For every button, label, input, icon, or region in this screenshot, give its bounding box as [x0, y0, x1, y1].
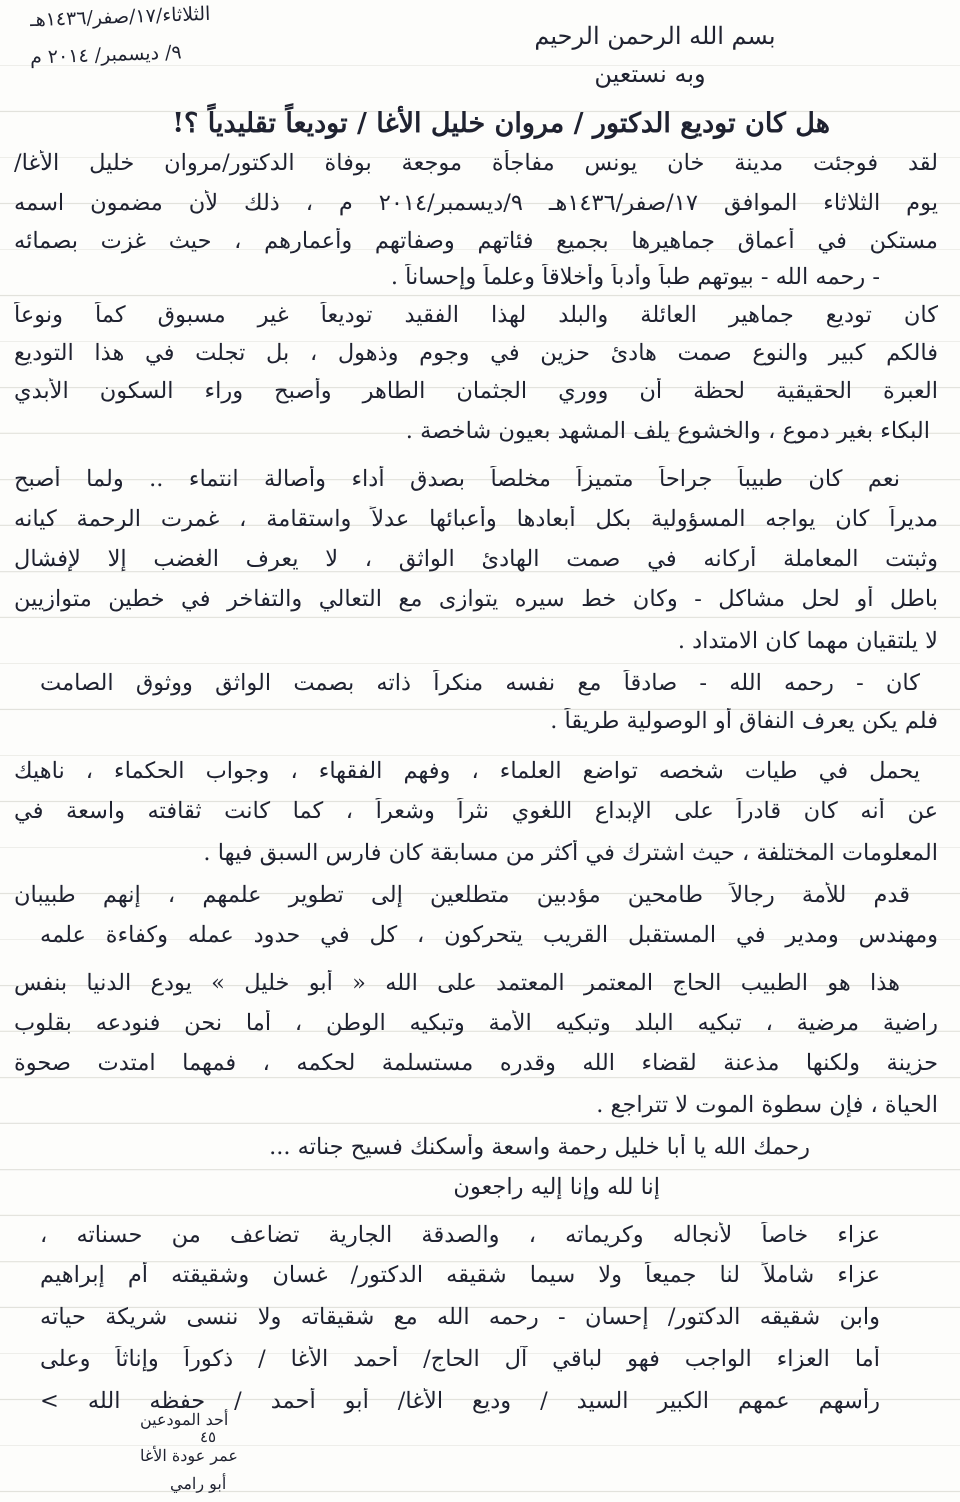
body-line-13: لا يلتقيان مهما كان الامتداد .: [677, 628, 938, 654]
signature-name: عمر عودة الأغا: [140, 1446, 238, 1465]
body-line-14: كان - رحمه الله - صادقاً مع نفسه منكراً ذاته بصمت الواثق ووثوق الصامت: [40, 670, 920, 696]
body-line-23: حزينة ولكنها مذعنة لقضاء الله وقدره مستسلمة لحكمه ، فمهما امتدت صحوة: [14, 1050, 938, 1076]
isti3ana: وبه نستعين: [594, 60, 706, 88]
body-line-5: كان توديع جماهير العائلة والبلد لهذا الفقيد توديعاً غير مسبوق كماً ونوعاً: [14, 302, 938, 328]
condolence-line-1: عزاء خاصاً لأنجاله وكريماته ، والصدقة الجارية تضاعف من حسناته ،: [40, 1222, 880, 1248]
body-line-24: الحياة ، فإن سطوة الموت لا تتراجع .: [596, 1092, 938, 1118]
body-line-12: باطل أو لحل مشاكل - وكان خط سيره يتوازى مع التعالي والتفاخر في خطين متوازيين: [14, 586, 938, 612]
body-line-3: مستكن في أعماق جماهيرها بجميع فئاتهم وصفاتهم وأعمارهم ، حيث غزت بصمائه: [14, 228, 938, 254]
gregorian-date: ٩/ ديسمبر/ ٢٠١٤ م: [29, 41, 182, 69]
condolence-line-2: عزاء شاملاً لنا جميعاً ولا سيما شقيقه الدكتور/ غسان وشقيقته أم إبراهيم: [40, 1262, 880, 1288]
body-line-22: راضية مرضية ، تبكيه البلد وتبكيه الأمة وتبكيه الوطن ، أما نحن فنودعه بقلوب: [14, 1010, 938, 1036]
condolence-line-5: رأسهم عمهم الكبير السيد / وديع الأغا/ أبو أحمد / حفظه الله >: [40, 1388, 880, 1414]
body-line-21: هذا هو الطبيب الحاج المعتمر المعتمد على الله « أبو خليل » يودع الدنيا بنفس: [14, 970, 900, 996]
body-line-6: فالكم كبير والنوع صمت هادئ حزين في وجوم وذهول ، بل تجلت في هذا التوديع: [14, 340, 938, 366]
prayer-line: رحمك الله يا أبا خليل رحمة واسعة وأسكنك فسيح جناته ...: [269, 1134, 810, 1160]
signature-role: أحد المودعين: [140, 1410, 229, 1429]
basmala: بسم الله الرحمن الرحيم: [534, 22, 776, 50]
body-line-2: يوم الثلاثاء الموافق ١٧/صفر/١٤٣٦هـ ٩/ديسمبر/٢٠١٤ م ، ذلك لأن مضمون اسمه: [14, 190, 938, 216]
condolence-line-3: وابن شقيقه الدكتور/ إحسان - رحمه الله مع شقيقاته ولا ننسى شريكة حياته: [40, 1304, 880, 1330]
condolence-line-4: أما العزاء الواجب فهو لباقي آل الحاج/ أحمد الأغا / ذكوراً وإناثاً وعلى: [40, 1346, 880, 1372]
body-line-9: نعم كان طبيباً جراحاً متميزاً مخلصاً بصدق أداء وأصالة انتماء .. ولما أصبح: [14, 466, 900, 492]
body-line-15: فلم يكن يعرف النفاق أو الوصولية طريقاً .: [550, 708, 938, 734]
body-line-20: ومهندس ومدير في المستقبل القريب يتحركون ، كل في حدود عمله وكفاءة علمه: [40, 922, 938, 948]
signature-kunya: أبو رامي: [170, 1474, 227, 1493]
body-line-1: لقد فوجئت مدينة خان يونس مفاجأة موجعة بوفاة الدكتور/مروان خليل الأغا/: [14, 150, 938, 176]
body-line-16: يحمل في طيات شخصه تواضع العلماء ، وفهم الفقهاء ، وجواب الحكماء ، ناهيك: [14, 758, 920, 784]
body-line-4: - رحمه الله - بيوتهم طباً وأدباً وأخلاقاً وعلماً وإحساناً .: [390, 264, 880, 290]
body-line-8: البكاء بغير دموع ، والخشوع يلف المشهد بعيون شاخصة .: [405, 418, 930, 444]
body-line-7: العبرة الحقيقية لحظة أن ووري الجثمان الطاهر وأصبح وراء السكون الأبدي: [14, 378, 938, 404]
istirja-line: إنا لله وإنا إليه راجعون: [453, 1174, 660, 1200]
signature-number: ٤٥: [200, 1428, 217, 1446]
letter-title: هل كان توديع الدكتور / مروان خليل الأغا / توديعاً تقليدياً ؟!: [172, 108, 830, 139]
body-line-19: قدم للأمة رجالاً طامحين مؤدبين متطلعين إلى تطوير علمهم ، إنهم طبيبان: [14, 882, 910, 908]
body-line-17: عن أنه كان قادراً على الإبداع اللغوي نثراً وشعراً ، كما كانت ثقافته واسعة في: [14, 798, 938, 824]
body-line-10: مديراً كان يواجه المسؤولية بكل أبعادها وأعبائها عدلاً واستقامة ، غمرت الرحمة كيانه: [14, 506, 938, 532]
body-line-18: المعلومات المختلفة ، حيث اشترك في أكثر من مسابقة كان فارس السبق فيها .: [203, 840, 938, 866]
hijri-date: الثلاثاء/١٧/صفر/١٤٣٦هـ: [29, 2, 211, 32]
body-line-11: وثبتت المعاملة أركانه في صمت الهادئ الواثق ، لا يعرف الغضب إلا لإفشال: [14, 546, 938, 572]
